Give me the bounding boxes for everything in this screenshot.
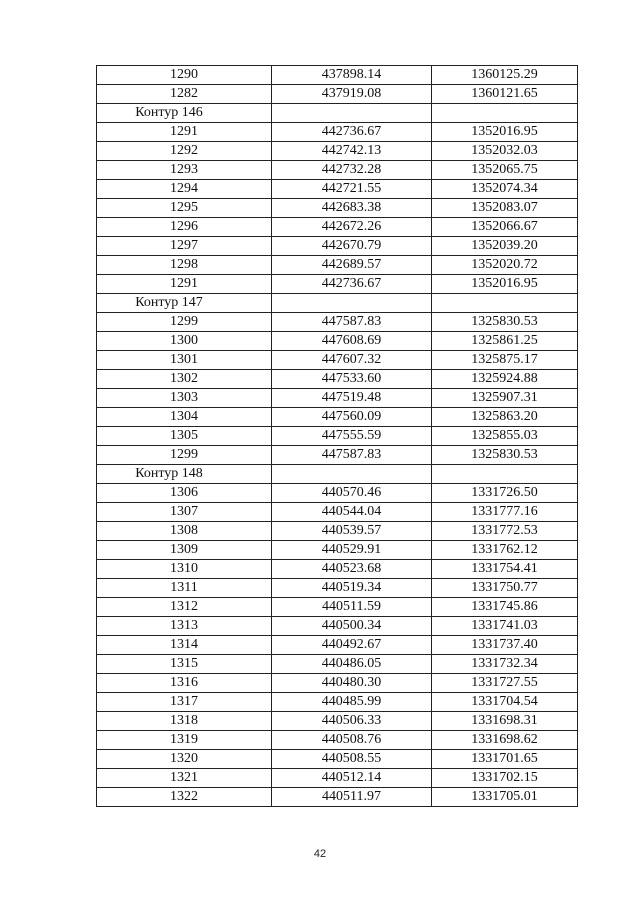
- x-coordinate-cell: 440500.34: [272, 617, 432, 636]
- y-coordinate-cell: 1352039.20: [432, 237, 578, 256]
- y-coordinate-cell: 1331726.50: [432, 484, 578, 503]
- y-coordinate-cell: 1331777.16: [432, 503, 578, 522]
- table-row: [97, 598, 578, 617]
- table-row: [97, 389, 578, 408]
- y-coordinate-cell: 1331745.86: [432, 598, 578, 617]
- y-coordinate-cell: 1360121.65: [432, 85, 578, 104]
- empty-cell: [432, 294, 578, 313]
- x-coordinate-cell: 442742.13: [272, 142, 432, 161]
- contour-header-row: [97, 465, 578, 484]
- x-coordinate-cell: 442672.26: [272, 218, 432, 237]
- x-coordinate-cell: 440512.14: [272, 769, 432, 788]
- point-number-cell: 1293: [97, 161, 272, 180]
- point-number-cell: 1314: [97, 636, 272, 655]
- table-row: [97, 788, 578, 807]
- x-coordinate-cell: 447608.69: [272, 332, 432, 351]
- y-coordinate-cell: 1331737.40: [432, 636, 578, 655]
- point-number-cell: 1309: [97, 541, 272, 560]
- x-coordinate-cell: 442721.55: [272, 180, 432, 199]
- y-coordinate-cell: 1331702.15: [432, 769, 578, 788]
- y-coordinate-cell: 1331705.01: [432, 788, 578, 807]
- x-coordinate-cell: 440492.67: [272, 636, 432, 655]
- y-coordinate-cell: 1325875.17: [432, 351, 578, 370]
- x-coordinate-cell: 447587.83: [272, 313, 432, 332]
- table-row: [97, 579, 578, 598]
- point-number-cell: 1308: [97, 522, 272, 541]
- x-coordinate-cell: 447533.60: [272, 370, 432, 389]
- point-number-cell: 1292: [97, 142, 272, 161]
- table-row: [97, 237, 578, 256]
- point-number-cell: 1315: [97, 655, 272, 674]
- table-row: [97, 256, 578, 275]
- y-coordinate-cell: 1325907.31: [432, 389, 578, 408]
- point-number-cell: 1299: [97, 313, 272, 332]
- y-coordinate-cell: 1352065.75: [432, 161, 578, 180]
- table-row: [97, 693, 578, 712]
- y-coordinate-cell: 1331754.41: [432, 560, 578, 579]
- empty-cell: [432, 465, 578, 484]
- y-coordinate-cell: 1352020.72: [432, 256, 578, 275]
- y-coordinate-cell: 1352074.34: [432, 180, 578, 199]
- table-row: [97, 560, 578, 579]
- point-number-cell: 1305: [97, 427, 272, 446]
- x-coordinate-cell: 447560.09: [272, 408, 432, 427]
- x-coordinate-cell: 437898.14: [272, 66, 432, 85]
- table-row: [97, 769, 578, 788]
- y-coordinate-cell: 1352066.67: [432, 218, 578, 237]
- y-coordinate-cell: 1331772.53: [432, 522, 578, 541]
- point-number-cell: 1298: [97, 256, 272, 275]
- table-row: [97, 636, 578, 655]
- y-coordinate-cell: 1325830.53: [432, 313, 578, 332]
- table-row: [97, 484, 578, 503]
- x-coordinate-cell: 442736.67: [272, 123, 432, 142]
- x-coordinate-cell: 440480.30: [272, 674, 432, 693]
- y-coordinate-cell: 1331704.54: [432, 693, 578, 712]
- y-coordinate-cell: 1331727.55: [432, 674, 578, 693]
- empty-cell: [272, 104, 432, 123]
- y-coordinate-cell: 1352016.95: [432, 123, 578, 142]
- x-coordinate-cell: 447519.48: [272, 389, 432, 408]
- table-row: [97, 522, 578, 541]
- page-number: 42: [313, 848, 327, 860]
- point-number-cell: 1321: [97, 769, 272, 788]
- y-coordinate-cell: 1360125.29: [432, 66, 578, 85]
- contour-label: Контур 146: [97, 104, 272, 123]
- table-row: [97, 313, 578, 332]
- table-row: [97, 617, 578, 636]
- table-row: [97, 408, 578, 427]
- point-number-cell: 1313: [97, 617, 272, 636]
- point-number-cell: 1318: [97, 712, 272, 731]
- coordinates-table: [96, 65, 578, 807]
- y-coordinate-cell: 1331762.12: [432, 541, 578, 560]
- x-coordinate-cell: 442689.57: [272, 256, 432, 275]
- y-coordinate-cell: 1325861.25: [432, 332, 578, 351]
- point-number-cell: 1291: [97, 275, 272, 294]
- point-number-cell: 1295: [97, 199, 272, 218]
- table-row: [97, 66, 578, 85]
- point-number-cell: 1304: [97, 408, 272, 427]
- point-number-cell: 1317: [97, 693, 272, 712]
- table-row: [97, 541, 578, 560]
- table-row: [97, 85, 578, 104]
- point-number-cell: 1306: [97, 484, 272, 503]
- y-coordinate-cell: 1331701.65: [432, 750, 578, 769]
- point-number-cell: 1282: [97, 85, 272, 104]
- point-number-cell: 1311: [97, 579, 272, 598]
- point-number-cell: 1322: [97, 788, 272, 807]
- table-row: [97, 446, 578, 465]
- contour-label: Контур 148: [97, 465, 272, 484]
- x-coordinate-cell: 447587.83: [272, 446, 432, 465]
- x-coordinate-cell: 442736.67: [272, 275, 432, 294]
- y-coordinate-cell: 1331698.62: [432, 731, 578, 750]
- table-row: [97, 655, 578, 674]
- table-row: [97, 275, 578, 294]
- point-number-cell: 1320: [97, 750, 272, 769]
- y-coordinate-cell: 1325830.53: [432, 446, 578, 465]
- point-number-cell: 1316: [97, 674, 272, 693]
- point-number-cell: 1297: [97, 237, 272, 256]
- x-coordinate-cell: 440523.68: [272, 560, 432, 579]
- table-row: [97, 674, 578, 693]
- x-coordinate-cell: 440570.46: [272, 484, 432, 503]
- y-coordinate-cell: 1325863.20: [432, 408, 578, 427]
- point-number-cell: 1310: [97, 560, 272, 579]
- x-coordinate-cell: 447607.32: [272, 351, 432, 370]
- table-row: [97, 427, 578, 446]
- contour-label: Контур 147: [97, 294, 272, 313]
- point-number-cell: 1296: [97, 218, 272, 237]
- x-coordinate-cell: 440485.99: [272, 693, 432, 712]
- y-coordinate-cell: 1331750.77: [432, 579, 578, 598]
- point-number-cell: 1312: [97, 598, 272, 617]
- x-coordinate-cell: 440519.34: [272, 579, 432, 598]
- empty-cell: [272, 294, 432, 313]
- table-row: [97, 712, 578, 731]
- table-row: [97, 161, 578, 180]
- x-coordinate-cell: 440486.05: [272, 655, 432, 674]
- y-coordinate-cell: 1352016.95: [432, 275, 578, 294]
- y-coordinate-cell: 1352032.03: [432, 142, 578, 161]
- x-coordinate-cell: 440511.97: [272, 788, 432, 807]
- x-coordinate-cell: 440544.04: [272, 503, 432, 522]
- y-coordinate-cell: 1331741.03: [432, 617, 578, 636]
- coordinates-table-body: [97, 66, 578, 807]
- y-coordinate-cell: 1325855.03: [432, 427, 578, 446]
- x-coordinate-cell: 437919.08: [272, 85, 432, 104]
- table-row: [97, 750, 578, 769]
- x-coordinate-cell: 440529.91: [272, 541, 432, 560]
- x-coordinate-cell: 442732.28: [272, 161, 432, 180]
- point-number-cell: 1294: [97, 180, 272, 199]
- x-coordinate-cell: 447555.59: [272, 427, 432, 446]
- point-number-cell: 1300: [97, 332, 272, 351]
- point-number-cell: 1299: [97, 446, 272, 465]
- point-number-cell: 1303: [97, 389, 272, 408]
- table-row: [97, 142, 578, 161]
- point-number-cell: 1319: [97, 731, 272, 750]
- empty-cell: [272, 465, 432, 484]
- y-coordinate-cell: 1331698.31: [432, 712, 578, 731]
- table-row: [97, 370, 578, 389]
- x-coordinate-cell: 442670.79: [272, 237, 432, 256]
- table-row: [97, 180, 578, 199]
- contour-header-row: [97, 104, 578, 123]
- table-row: [97, 731, 578, 750]
- y-coordinate-cell: 1352083.07: [432, 199, 578, 218]
- empty-cell: [432, 104, 578, 123]
- x-coordinate-cell: 442683.38: [272, 199, 432, 218]
- table-row: [97, 503, 578, 522]
- y-coordinate-cell: 1331732.34: [432, 655, 578, 674]
- table-row: [97, 218, 578, 237]
- table-row: [97, 199, 578, 218]
- table-row: [97, 351, 578, 370]
- y-coordinate-cell: 1325924.88: [432, 370, 578, 389]
- table-row: [97, 123, 578, 142]
- x-coordinate-cell: 440511.59: [272, 598, 432, 617]
- x-coordinate-cell: 440539.57: [272, 522, 432, 541]
- x-coordinate-cell: 440508.76: [272, 731, 432, 750]
- point-number-cell: 1290: [97, 66, 272, 85]
- x-coordinate-cell: 440508.55: [272, 750, 432, 769]
- x-coordinate-cell: 440506.33: [272, 712, 432, 731]
- contour-header-row: [97, 294, 578, 313]
- table-row: [97, 332, 578, 351]
- point-number-cell: 1291: [97, 123, 272, 142]
- point-number-cell: 1301: [97, 351, 272, 370]
- point-number-cell: 1302: [97, 370, 272, 389]
- point-number-cell: 1307: [97, 503, 272, 522]
